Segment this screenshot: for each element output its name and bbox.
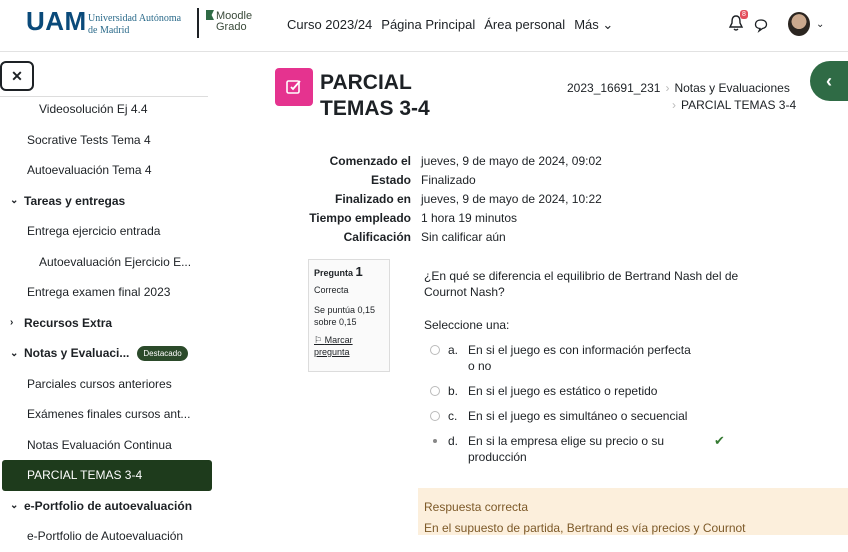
sidebar-item-label: PARCIAL TEMAS 3-4 [27, 468, 143, 483]
answer-option [430, 383, 750, 399]
answer-letter: d. [448, 434, 459, 448]
summary-label: Estado [370, 172, 411, 187]
answer-radio[interactable] [430, 386, 440, 396]
close-sidebar-button[interactable] [0, 61, 34, 91]
answer-radio[interactable] [430, 345, 440, 355]
sidebar-section-label: e-Portfolio de autoevaluación [24, 498, 193, 513]
course-index-sidebar [0, 52, 218, 544]
nav-link-home[interactable]: Página Principal [381, 17, 476, 32]
sidebar-item-eportfolio[interactable] [0, 521, 218, 552]
moodle-flag-icon [206, 10, 214, 20]
question-state: Correcta [314, 285, 349, 295]
flag-icon: ⚐ [314, 335, 325, 345]
chevron-down-icon[interactable]: ⌄ [10, 500, 19, 512]
close-icon: ✕ [11, 67, 23, 84]
assignment-icon [275, 68, 313, 106]
sidebar-section-notas[interactable] [0, 338, 218, 369]
feedback-heading: Respuesta correcta [424, 500, 529, 514]
summary-row [306, 170, 602, 189]
flag-question-link[interactable] [314, 334, 384, 358]
breadcrumb-separator-icon: › [665, 81, 670, 95]
summary-row [306, 208, 602, 227]
sidebar-item-parcial-active[interactable] [2, 460, 212, 491]
top-navbar [0, 0, 848, 52]
sidebar-item-label: Videosolución Ej 4.4 [39, 102, 148, 117]
summary-value: 1 hora 19 minutos [421, 210, 518, 225]
user-avatar[interactable] [788, 12, 810, 36]
answer-text: En si la empresa elige su precio o su producción [468, 434, 665, 464]
answer-radio[interactable] [430, 411, 440, 421]
sidebar-item-socrative[interactable] [0, 125, 218, 156]
sidebar-item-label: Autoevaluación Tema 4 [27, 163, 152, 178]
sidebar-item-label: Notas Evaluación Continua [27, 437, 172, 452]
messages-icon[interactable] [754, 18, 768, 32]
answer-option-selected [430, 433, 750, 465]
answer-radio-selected[interactable] [430, 436, 440, 446]
sidebar-section-eportfolio[interactable] [0, 491, 218, 522]
summary-label: Tiempo empleado [309, 210, 411, 225]
breadcrumb [567, 80, 807, 114]
breadcrumb-separator-icon: › [672, 98, 676, 112]
sidebar-item-autoevaluacion-tema4[interactable] [0, 155, 218, 186]
moodle-logo[interactable] [206, 10, 252, 33]
sidebar-item-label: Entrega ejercicio entrada [27, 224, 161, 239]
sidebar-item-notas-continua[interactable] [0, 430, 218, 461]
sidebar-item-parciales[interactable] [0, 369, 218, 400]
page-title: PARCIAL TEMAS 3-4 [320, 71, 430, 120]
nav-link-course[interactable]: Curso 2023/24 [287, 17, 373, 32]
notification-count-badge: 8 [742, 11, 746, 18]
sidebar-item-videosolucion[interactable] [0, 94, 218, 125]
chevron-down-icon[interactable]: ⌄ [10, 347, 19, 359]
summary-label: Comenzado el [329, 153, 411, 168]
answer-letter: b. [448, 384, 459, 398]
sidebar-section-label: Tareas y entregas [24, 193, 126, 208]
sidebar-section-label: Recursos Extra [24, 315, 113, 330]
feedback-text: En el supuesto de partida, Bertrand es vía precios y Cournot [424, 521, 746, 535]
course-index-list [0, 94, 218, 552]
question-number [314, 266, 384, 279]
sidebar-item-label: e-Portfolio de Autoevaluación [27, 529, 184, 544]
summary-value: jueves, 9 de mayo de 2024, 10:22 [421, 191, 602, 206]
summary-value: Finalizado [421, 172, 476, 187]
answer-prompt: Seleccione una: [424, 318, 510, 332]
sidebar-item-label: Socrative Tests Tema 4 [27, 132, 151, 147]
moodle-line2: Grado [216, 21, 247, 33]
sidebar-item-label: Entrega examen final 2023 [27, 285, 171, 300]
summary-row [306, 227, 602, 246]
answer-letter: a. [448, 343, 459, 357]
chevron-right-icon[interactable]: › [10, 317, 14, 329]
summary-value: Sin calificar aún [421, 229, 506, 244]
sidebar-item-entrega-ejercicio[interactable] [0, 216, 218, 247]
sidebar-item-entrega-examen[interactable] [0, 277, 218, 308]
answer-text: En si el juego es estático o repetido [468, 384, 658, 398]
chevron-down-icon[interactable]: ⌄ [816, 19, 825, 30]
destacado-badge: Destacado [137, 346, 187, 361]
attempt-summary [306, 151, 602, 246]
question-feedback [418, 488, 848, 535]
open-block-drawer-button[interactable] [810, 61, 848, 101]
uam-line2: de Madrid [88, 25, 130, 36]
sidebar-item-examenes-finales[interactable] [0, 399, 218, 430]
question-label: Pregunta [314, 268, 354, 278]
question-number-value: 1 [355, 264, 363, 279]
primary-nav [287, 17, 613, 33]
answer-options [430, 342, 750, 474]
nav-link-more[interactable]: Más ⌄ [574, 17, 614, 32]
uam-logo[interactable]: UAM [26, 6, 87, 36]
sidebar-section-label: Notas y Evaluaci... [24, 346, 130, 361]
chevron-left-icon: ‹ [826, 70, 832, 91]
sidebar-item-autoevaluacion-ejercicio[interactable] [0, 247, 218, 278]
logo-divider [197, 8, 199, 38]
answer-option [430, 408, 750, 424]
summary-value: jueves, 9 de mayo de 2024, 09:02 [421, 153, 602, 168]
edit-square-icon [285, 78, 303, 96]
summary-row [306, 189, 602, 208]
summary-label: Calificación [343, 229, 411, 244]
uam-wordmark [88, 13, 181, 37]
sidebar-item-label: Autoevaluación Ejercicio E... [39, 254, 192, 269]
answer-letter: c. [448, 409, 458, 423]
nav-link-dashboard[interactable]: Área personal [484, 17, 566, 32]
sidebar-section-recursos[interactable] [0, 308, 218, 339]
answer-option [430, 342, 750, 374]
answer-text: En si el juego es simultáneo o secuencial [468, 409, 688, 423]
summary-label: Finalizado en [334, 191, 411, 206]
moodle-line1: Moodle [216, 10, 253, 22]
question-info-box [308, 259, 390, 372]
question-text: ¿En qué se diferencia el equilibrio de Bertrand Nash del de Cournot Nash? [424, 269, 739, 299]
uam-line1: Universidad Autónoma [88, 13, 182, 24]
sidebar-item-label: Exámenes finales cursos ant... [27, 407, 191, 422]
summary-row [306, 151, 602, 170]
breadcrumb-current[interactable]: PARCIAL TEMAS 3-4 [681, 98, 797, 112]
chevron-down-icon[interactable]: ⌄ [10, 195, 19, 207]
checkmark-icon: ✔ [714, 433, 725, 448]
breadcrumb-course[interactable]: 2023_16691_231 [567, 81, 661, 95]
flag-question-label: Marcar pregunta [314, 335, 353, 357]
answer-text: En si el juego es con información perfecta o no [468, 343, 691, 373]
question-grade: Se puntúa 0,15 sobre 0,15 [314, 305, 376, 327]
sidebar-section-tareas[interactable] [0, 186, 218, 217]
sidebar-item-label: Parciales cursos anteriores [27, 376, 172, 391]
breadcrumb-section[interactable]: Notas y Evaluaciones [674, 81, 790, 95]
